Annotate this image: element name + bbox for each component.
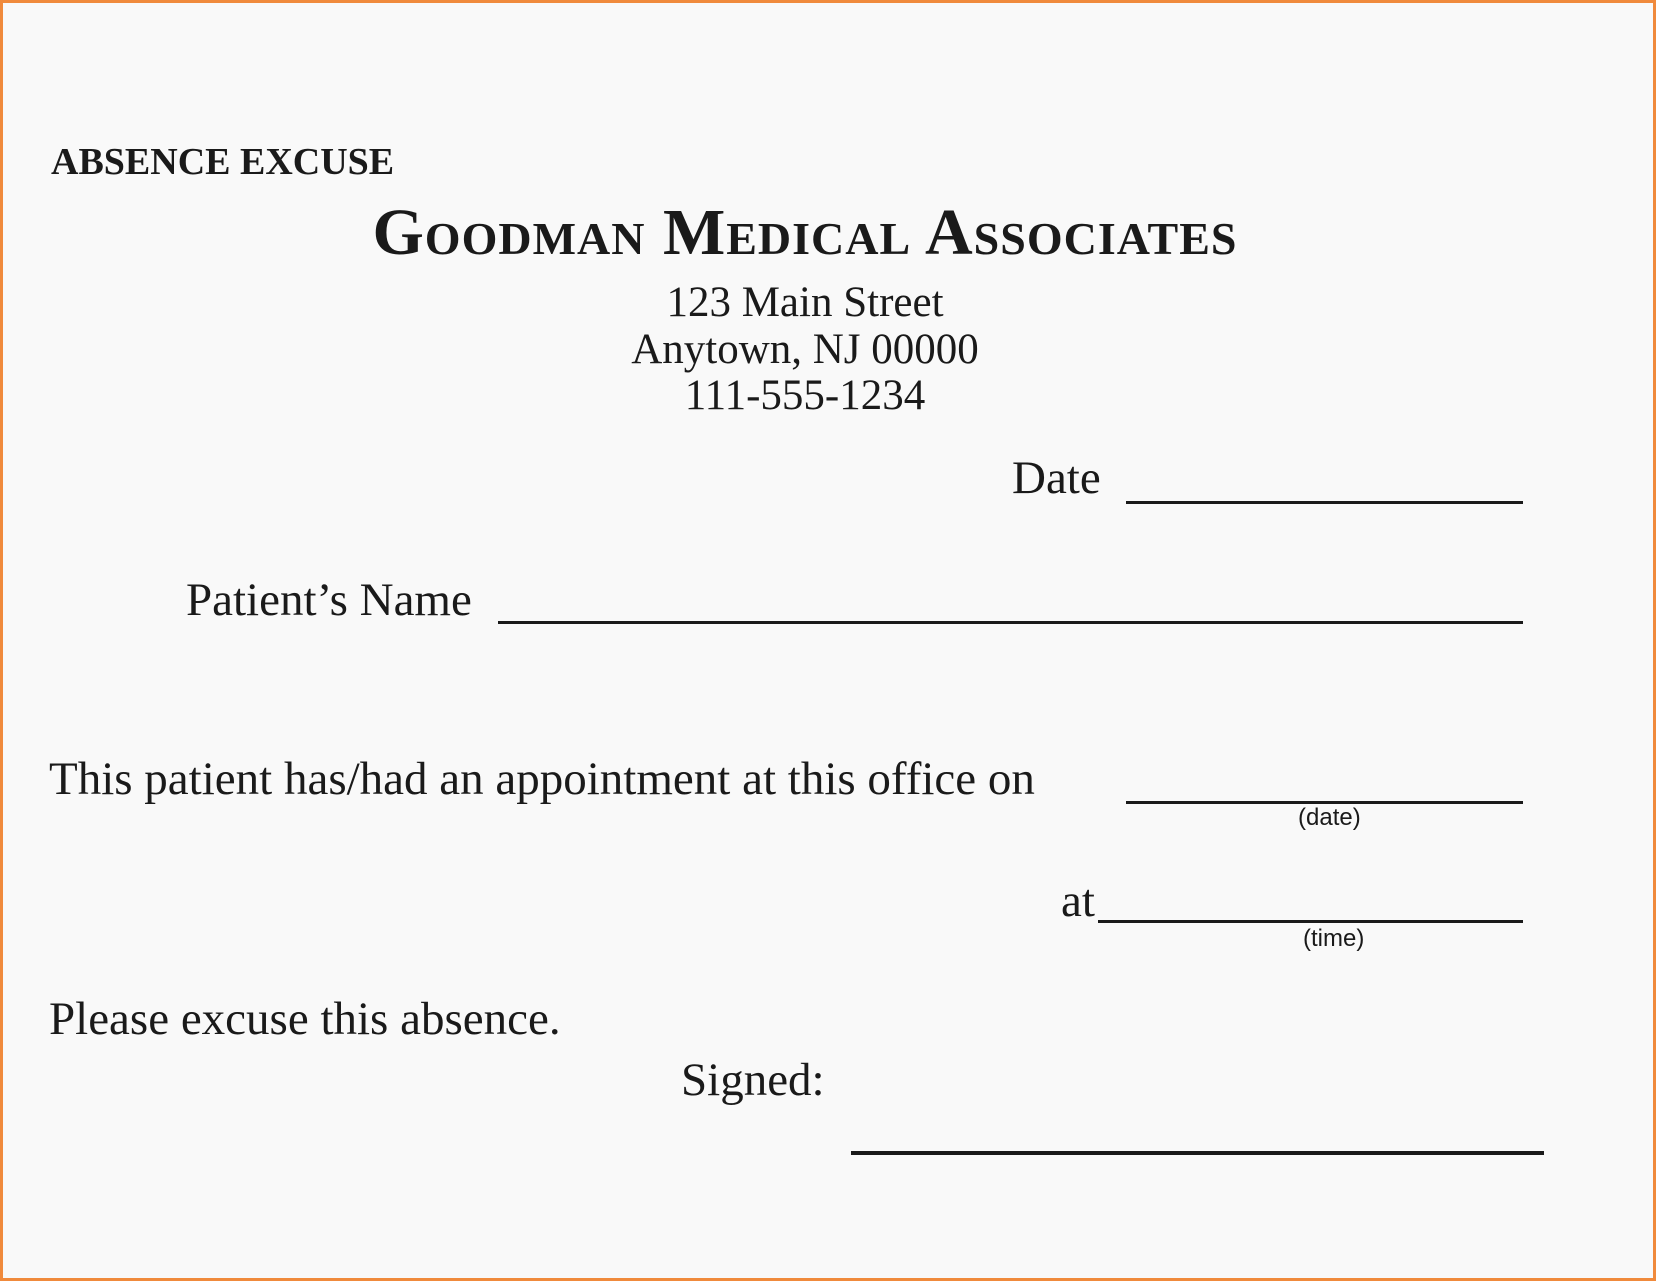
date-field[interactable] <box>1126 501 1523 504</box>
date-label: Date <box>1012 452 1101 504</box>
date-hint: (date) <box>1298 804 1361 831</box>
signature-field[interactable] <box>851 1151 1544 1155</box>
excuse-text: Please excuse this absence. <box>49 993 561 1045</box>
signed-label: Signed: <box>681 1054 825 1106</box>
address-street: 123 Main Street <box>666 279 944 326</box>
appointment-time-field[interactable] <box>1098 920 1523 923</box>
time-hint: (time) <box>1303 925 1365 952</box>
phone-number: 111-555-1234 <box>684 372 926 419</box>
patient-name-field[interactable] <box>498 621 1523 624</box>
appointment-text: This patient has/had an appointment at this office on <box>49 753 1035 805</box>
form-heading: ABSENCE EXCUSE <box>51 141 395 183</box>
practice-name: Goodman Medical Associates <box>372 196 1238 269</box>
address-city: Anytown, NJ 00000 <box>631 326 979 373</box>
patient-name-label: Patient’s Name <box>186 574 472 626</box>
at-label: at <box>1061 875 1095 927</box>
